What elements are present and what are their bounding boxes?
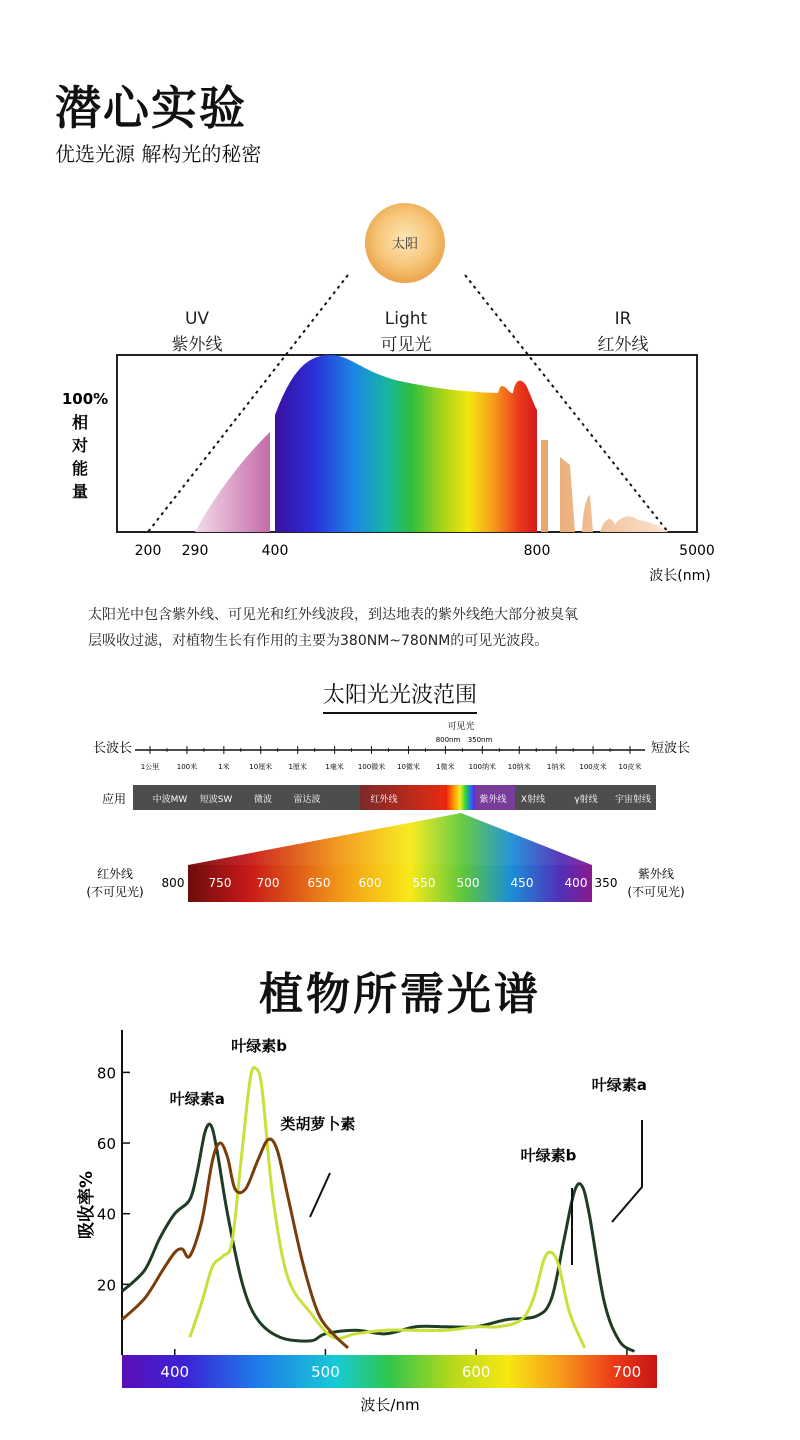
description-line: 层吸收过滤，对植物生长有作用的主要为380NM~780NM的可见光波段。	[88, 633, 549, 649]
scale-tick-label: 100皮米	[579, 763, 607, 771]
wavelength-number: 450	[510, 876, 534, 890]
range-right-number: 350	[594, 876, 618, 890]
annotation-label: 类胡萝卜素	[280, 1114, 356, 1133]
y-tick-label: 60	[96, 1135, 116, 1154]
scale-tick-label: 10皮米	[618, 763, 642, 771]
wavelength-number: 700	[256, 876, 280, 890]
app-band-label: 红外线	[370, 795, 398, 805]
wavelength-number: 600	[358, 876, 382, 890]
wavelength-number: 750	[208, 876, 232, 890]
wavelength-number: 550	[412, 876, 436, 890]
x-tick-label: 200	[134, 543, 162, 559]
band-ir-cn: 红外线	[597, 335, 649, 355]
uv-invisible-label: 紫外线	[637, 867, 675, 881]
vis-800-label: 800nm	[435, 736, 461, 744]
uv-invisible-sub: (不可见光)	[627, 885, 685, 899]
range-left-number: 800	[161, 876, 185, 890]
sun-label: 太阳	[391, 237, 419, 252]
long-wave-label: 长波长	[93, 741, 133, 756]
scale-tick-label: 1纳米	[546, 763, 566, 771]
vis-350-label: 350nm	[467, 736, 493, 744]
y-label-char: 能	[71, 459, 89, 478]
app-band-label: 微波	[253, 795, 273, 805]
scale-tick-label: 1毫米	[325, 763, 344, 771]
y-label-char: 量	[71, 482, 89, 501]
wavelength-number: 500	[456, 876, 480, 890]
band-light-en: Light	[384, 309, 428, 329]
scale-tick-label: 10纳米	[507, 763, 531, 771]
app-band-label: 紫外线	[479, 795, 507, 805]
x-axis-label: 波长/nm	[360, 1396, 420, 1414]
x-tick-label: 400	[261, 543, 289, 559]
x-tick-label: 290	[181, 543, 209, 559]
scale-tick-label: 1公里	[140, 763, 160, 771]
absorption-chart	[0, 1025, 800, 1420]
app-band-label: X射线	[520, 795, 546, 805]
page-subtitle: 优选光源 解构光的秘密	[55, 142, 262, 166]
x-tick-label: 500	[311, 1363, 340, 1381]
band-uv-cn: 紫外线	[171, 335, 223, 355]
x-tick-label: 700	[612, 1363, 642, 1381]
light-range-diagram	[0, 715, 800, 910]
scale-tick-label: 10厘米	[249, 763, 273, 771]
band-light-cn: 可见光	[380, 335, 432, 355]
ir-invisible-label: 红外线	[96, 867, 134, 881]
app-label: 应用	[102, 792, 127, 806]
solar-spectrum-diagram	[0, 195, 800, 590]
short-wave-label: 短波长	[650, 741, 690, 756]
y-tick-label: 20	[96, 1276, 116, 1295]
wavelength-number: 650	[307, 876, 331, 890]
scale-tick-label: 10微米	[397, 763, 420, 771]
x-tick-label: 5000	[679, 543, 715, 559]
app-band-label: γ射线	[574, 795, 598, 805]
x-tick-label: 400	[160, 1363, 190, 1381]
app-band-label: 中波MW	[152, 795, 188, 805]
app-band-label: 短波SW	[199, 795, 233, 805]
scale-tick-label: 100米	[176, 763, 198, 771]
scale-tick-label: 100纳米	[468, 763, 496, 771]
x-axis-spectrum-bar	[122, 1355, 657, 1388]
visible-label: 可见光	[447, 722, 475, 732]
y-axis-label: 吸收率%	[77, 1170, 97, 1240]
app-band-label: 雷达波	[293, 795, 321, 805]
scale-tick-label: 100微米	[357, 763, 386, 771]
callout-line	[612, 1120, 642, 1222]
y-tick-label: 80	[96, 1064, 116, 1083]
plant-spectrum-title: 植物所需光谱	[259, 969, 541, 1020]
section-heading	[0, 678, 800, 709]
callout-line	[310, 1173, 330, 1217]
x-tick-label: 600	[461, 1363, 491, 1381]
annotation-label: 叶绿素b	[520, 1146, 577, 1165]
range-title: 太阳光光波范围	[323, 683, 477, 714]
app-bar-visible-segment	[445, 785, 475, 810]
y-tick-label: 40	[96, 1205, 116, 1224]
annotation-label: 叶绿素b	[231, 1037, 288, 1056]
ir-invisible-sub: (不可见光)	[86, 885, 144, 899]
description-line: 太阳光中包含紫外线、可见光和红外线波段，到达地表的紫外线绝大部分被臭氧	[88, 607, 578, 623]
app-band-label: 宇宙射线	[614, 795, 652, 805]
y-label-percent: 100%	[61, 390, 109, 408]
wavelength-number: 400	[564, 876, 588, 890]
x-axis-label: 波长(nm)	[649, 568, 711, 584]
y-label-char: 相	[71, 413, 89, 432]
y-label-char: 对	[71, 436, 89, 455]
band-uv-en: UV	[184, 309, 210, 329]
scale-tick-label: 1微米	[436, 763, 455, 771]
band-ir-en: IR	[614, 309, 632, 329]
scale-tick-label: 1米	[218, 763, 230, 771]
scale-tick-label: 1厘米	[288, 763, 307, 771]
spectrum-fan	[188, 813, 592, 865]
annotation-label: 叶绿素a	[591, 1076, 647, 1095]
page-title: 潜心实验	[55, 81, 247, 135]
annotation-label: 叶绿素a	[169, 1090, 225, 1109]
x-tick-label: 800	[523, 543, 551, 559]
